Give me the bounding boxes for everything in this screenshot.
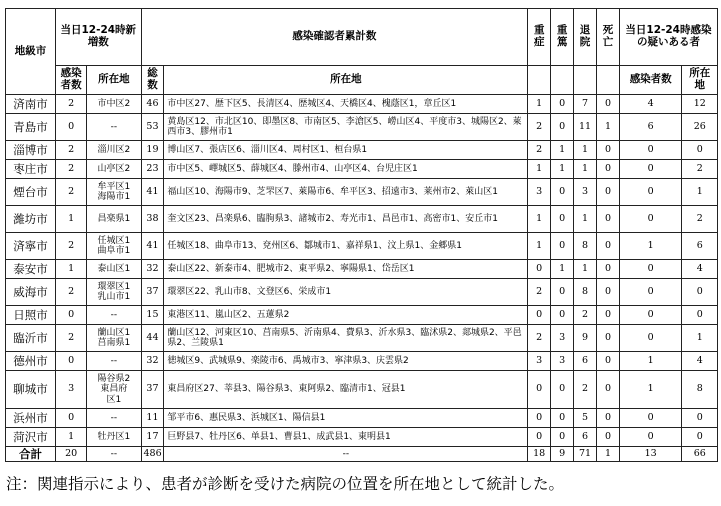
critical-cell: 3 xyxy=(551,352,574,371)
table-row xyxy=(6,306,718,325)
total-cell: 19 xyxy=(141,141,164,160)
districts-cell: 泰山区22、新泰市4、肥城市2、東平県2、寧陽県1、岱岳区1 xyxy=(164,260,528,279)
total-cell: 11 xyxy=(141,409,164,428)
table-row xyxy=(6,352,718,371)
totals-label: 合計 xyxy=(6,447,56,462)
total-cell: 53 xyxy=(141,114,164,141)
total-cell: 17 xyxy=(141,428,164,447)
discharged-cell: 2 xyxy=(574,306,597,325)
totals-new-count: 20 xyxy=(56,447,87,462)
discharged-cell: 7 xyxy=(574,95,597,114)
severe-cell: 3 xyxy=(528,352,551,371)
new-count-cell: 0 xyxy=(56,409,87,428)
districts-cell: 蘭山区12、河東区10、莒南県5、沂南県4、費県3、沂水県3、臨沭県2、郯城県2、平邑県2、兰陵県1 xyxy=(164,325,528,352)
table-row xyxy=(6,409,718,428)
new-loc-cell: -- xyxy=(87,409,141,428)
discharged-cell: 3 xyxy=(574,179,597,206)
total-cell: 32 xyxy=(141,260,164,279)
table-row xyxy=(6,428,718,447)
new-count-cell: 2 xyxy=(56,141,87,160)
new-loc-cell: 牟平区1 海陽市1 xyxy=(87,179,141,206)
subcol-severe-empty xyxy=(528,66,551,95)
new-count-cell: 1 xyxy=(56,206,87,233)
new-count-cell: 0 xyxy=(56,352,87,371)
critical-cell: 0 xyxy=(551,371,574,409)
totals-susp-count: 13 xyxy=(619,447,682,462)
severe-cell: 3 xyxy=(528,179,551,206)
deaths-cell: 0 xyxy=(597,352,620,371)
col-suspected-header: 当日12-24時感染の疑いある者 xyxy=(619,9,717,66)
critical-cell: 0 xyxy=(551,95,574,114)
susp-loc-cell: 2 xyxy=(682,206,718,233)
critical-cell: 0 xyxy=(551,233,574,260)
susp-count-cell: 0 xyxy=(619,179,682,206)
critical-cell: 0 xyxy=(551,114,574,141)
new-count-cell: 2 xyxy=(56,279,87,306)
new-loc-cell: 牡丹区1 xyxy=(87,428,141,447)
susp-loc-cell: 0 xyxy=(682,306,718,325)
subcol-cum-loc: 所在地 xyxy=(164,66,528,95)
severe-cell: 1 xyxy=(528,233,551,260)
susp-count-cell: 0 xyxy=(619,306,682,325)
city-cell: 煙台市 xyxy=(6,179,56,206)
critical-cell: 3 xyxy=(551,325,574,352)
total-cell: 46 xyxy=(141,95,164,114)
footnote: 注：関連指示により、患者が診断を受けた病院の位置を所在地として統計した。 xyxy=(6,475,565,493)
deaths-cell: 0 xyxy=(597,371,620,409)
discharged-cell: 1 xyxy=(574,160,597,179)
new-loc-cell: 山亭区2 xyxy=(87,160,141,179)
deaths-cell: 0 xyxy=(597,141,620,160)
severe-cell: 0 xyxy=(528,428,551,447)
districts-cell: 環翠区22、乳山市8、文登区6、栄成市1 xyxy=(164,279,528,306)
districts-cell: 任城区18、曲阜市13、兗州区6、鄒城市1、嘉祥県1、汶上県1、金郷県1 xyxy=(164,233,528,260)
critical-cell: 1 xyxy=(551,260,574,279)
severe-cell: 1 xyxy=(528,160,551,179)
total-cell: 32 xyxy=(141,352,164,371)
total-cell: 44 xyxy=(141,325,164,352)
severe-cell: 2 xyxy=(528,141,551,160)
susp-loc-cell: 2 xyxy=(682,160,718,179)
discharged-cell: 1 xyxy=(574,206,597,233)
new-loc-cell: -- xyxy=(87,352,141,371)
districts-cell: 徳城区9、武城県9、楽陵市6、禹城市3、寧津県3、庆雲県2 xyxy=(164,352,528,371)
susp-count-cell: 0 xyxy=(619,325,682,352)
new-loc-cell: -- xyxy=(87,306,141,325)
new-loc-cell: 市中区2 xyxy=(87,95,141,114)
table-row xyxy=(6,160,718,179)
districts-cell: 福山区10、海陽市9、芝罘区7、萊陽市6、牟平区3、招遠市3、莱州市2、萊山区1 xyxy=(164,179,528,206)
new-loc-cell: 泰山区1 xyxy=(87,260,141,279)
table-body xyxy=(6,95,718,462)
table-row xyxy=(6,371,718,409)
discharged-cell: 1 xyxy=(574,260,597,279)
subcol-discharged-empty xyxy=(574,66,597,95)
districts-cell: 奎文区23、昌楽県6、臨朐県3、諸城市2、寿光市1、昌邑市1、高密市1、安丘市1 xyxy=(164,206,528,233)
city-cell: 聊城市 xyxy=(6,371,56,409)
new-count-cell: 1 xyxy=(56,428,87,447)
subcol-new-loc: 所在地 xyxy=(87,66,141,95)
totals-severe: 18 xyxy=(528,447,551,462)
new-count-cell: 0 xyxy=(56,114,87,141)
city-cell: 濰坊市 xyxy=(6,206,56,233)
new-count-cell: 2 xyxy=(56,160,87,179)
total-cell: 15 xyxy=(141,306,164,325)
districts-cell: 博山区7、張店区6、淄川区4、周村区1、桓台県1 xyxy=(164,141,528,160)
city-cell: 威海市 xyxy=(6,279,56,306)
discharged-cell: 8 xyxy=(574,233,597,260)
susp-loc-cell: 0 xyxy=(682,428,718,447)
susp-loc-cell: 1 xyxy=(682,325,718,352)
susp-loc-cell: 0 xyxy=(682,279,718,306)
totals-susp-loc: 66 xyxy=(682,447,718,462)
infection-table xyxy=(5,8,718,462)
severe-cell: 0 xyxy=(528,306,551,325)
susp-loc-cell: 4 xyxy=(682,260,718,279)
subcol-deaths-empty xyxy=(597,66,620,95)
header-row-1 xyxy=(6,9,718,66)
new-count-cell: 2 xyxy=(56,95,87,114)
table-row xyxy=(6,114,718,141)
total-cell: 37 xyxy=(141,279,164,306)
city-cell: 済寧市 xyxy=(6,233,56,260)
susp-count-cell: 1 xyxy=(619,352,682,371)
totals-row xyxy=(6,447,718,462)
new-count-cell: 1 xyxy=(56,260,87,279)
discharged-cell: 9 xyxy=(574,325,597,352)
totals-total: 486 xyxy=(141,447,164,462)
city-cell: 泰安市 xyxy=(6,260,56,279)
discharged-cell: 2 xyxy=(574,371,597,409)
city-cell: 日照市 xyxy=(6,306,56,325)
deaths-cell: 1 xyxy=(597,114,620,141)
new-loc-cell: 淄川区2 xyxy=(87,141,141,160)
deaths-cell: 0 xyxy=(597,179,620,206)
col-new-cases-header: 当日12-24時新増数 xyxy=(56,9,141,66)
critical-cell: 0 xyxy=(551,206,574,233)
new-count-cell: 0 xyxy=(56,306,87,325)
districts-cell: 市中区27、歴下区5、長清区4、歴城区4、天橋区4、槐蔭区1，章丘区1 xyxy=(164,95,528,114)
districts-cell: 東港区11、嵐山区2、五蓮県2 xyxy=(164,306,528,325)
deaths-cell: 0 xyxy=(597,206,620,233)
susp-count-cell: 0 xyxy=(619,409,682,428)
deaths-cell: 0 xyxy=(597,306,620,325)
discharged-cell: 11 xyxy=(574,114,597,141)
susp-count-cell: 0 xyxy=(619,160,682,179)
table-row xyxy=(6,233,718,260)
subcol-susp-loc: 所在地 xyxy=(682,66,718,95)
table-row xyxy=(6,141,718,160)
severe-cell: 0 xyxy=(528,260,551,279)
severe-cell: 0 xyxy=(528,409,551,428)
city-cell: 枣庄市 xyxy=(6,160,56,179)
total-cell: 38 xyxy=(141,206,164,233)
deaths-cell: 0 xyxy=(597,325,620,352)
subcol-new-count: 感染者数 xyxy=(56,66,87,95)
discharged-cell: 1 xyxy=(574,141,597,160)
totals-deaths: 1 xyxy=(597,447,620,462)
severe-cell: 2 xyxy=(528,325,551,352)
subcol-susp-count: 感染者数 xyxy=(619,66,682,95)
city-cell: 德州市 xyxy=(6,352,56,371)
totals-new-loc: -- xyxy=(87,447,141,462)
severe-cell: 0 xyxy=(528,371,551,409)
critical-cell: 0 xyxy=(551,428,574,447)
susp-count-cell: 0 xyxy=(619,141,682,160)
col-cumulative-header: 感染確認者累計数 xyxy=(141,9,528,66)
col-severe-header: 重症 xyxy=(528,9,551,66)
critical-cell: 1 xyxy=(551,160,574,179)
city-cell: 菏沢市 xyxy=(6,428,56,447)
new-count-cell: 2 xyxy=(56,179,87,206)
susp-count-cell: 0 xyxy=(619,428,682,447)
susp-count-cell: 0 xyxy=(619,260,682,279)
severe-cell: 1 xyxy=(528,95,551,114)
districts-cell: 東昌府区27、莘县3、陽谷県3、東阿県2、臨清市1、冠县1 xyxy=(164,371,528,409)
totals-discharged: 71 xyxy=(574,447,597,462)
susp-loc-cell: 6 xyxy=(682,233,718,260)
severe-cell: 2 xyxy=(528,114,551,141)
new-count-cell: 2 xyxy=(56,325,87,352)
cropped-top-strip xyxy=(0,0,721,8)
districts-cell: 市中区5、嶧城区5、薛城区4、滕州市4、山亭区4、台児庄区1 xyxy=(164,160,528,179)
subcol-total: 総数 xyxy=(141,66,164,95)
city-cell: 青島市 xyxy=(6,114,56,141)
table-row xyxy=(6,95,718,114)
city-cell: 済南市 xyxy=(6,95,56,114)
city-cell: 臨沂市 xyxy=(6,325,56,352)
subcol-critical-empty xyxy=(551,66,574,95)
total-cell: 41 xyxy=(141,233,164,260)
susp-loc-cell: 0 xyxy=(682,141,718,160)
susp-loc-cell: 1 xyxy=(682,179,718,206)
total-cell: 41 xyxy=(141,179,164,206)
critical-cell: 0 xyxy=(551,409,574,428)
deaths-cell: 0 xyxy=(597,260,620,279)
col-discharged-header: 退院 xyxy=(574,9,597,66)
susp-loc-cell: 4 xyxy=(682,352,718,371)
deaths-cell: 0 xyxy=(597,279,620,306)
table-row xyxy=(6,279,718,306)
new-loc-cell: -- xyxy=(87,114,141,141)
table-row xyxy=(6,206,718,233)
severe-cell: 2 xyxy=(528,279,551,306)
discharged-cell: 6 xyxy=(574,428,597,447)
new-count-cell: 3 xyxy=(56,371,87,409)
deaths-cell: 0 xyxy=(597,409,620,428)
totals-critical: 9 xyxy=(551,447,574,462)
deaths-cell: 0 xyxy=(597,95,620,114)
susp-loc-cell: 26 xyxy=(682,114,718,141)
totals-districts: -- xyxy=(164,447,528,462)
total-cell: 23 xyxy=(141,160,164,179)
susp-loc-cell: 8 xyxy=(682,371,718,409)
new-loc-cell: 任城区1 曲阜市1 xyxy=(87,233,141,260)
deaths-cell: 0 xyxy=(597,428,620,447)
susp-count-cell: 1 xyxy=(619,371,682,409)
new-count-cell: 2 xyxy=(56,233,87,260)
susp-count-cell: 1 xyxy=(619,233,682,260)
new-loc-cell: 昌楽県1 xyxy=(87,206,141,233)
header-row-2 xyxy=(6,66,718,95)
new-loc-cell: 蘭山区1 莒南県1 xyxy=(87,325,141,352)
susp-count-cell: 0 xyxy=(619,206,682,233)
table-row xyxy=(6,179,718,206)
deaths-cell: 0 xyxy=(597,233,620,260)
city-cell: 淄博市 xyxy=(6,141,56,160)
susp-count-cell: 6 xyxy=(619,114,682,141)
col-critical-header: 重篤 xyxy=(551,9,574,66)
col-deaths-header: 死亡 xyxy=(597,9,620,66)
severe-cell: 1 xyxy=(528,206,551,233)
critical-cell: 0 xyxy=(551,279,574,306)
city-cell: 浜州市 xyxy=(6,409,56,428)
table-row xyxy=(6,260,718,279)
discharged-cell: 5 xyxy=(574,409,597,428)
discharged-cell: 8 xyxy=(574,279,597,306)
critical-cell: 0 xyxy=(551,306,574,325)
critical-cell: 1 xyxy=(551,141,574,160)
col-city-header: 地級市 xyxy=(6,9,56,95)
susp-count-cell: 4 xyxy=(619,95,682,114)
new-loc-cell: 陽谷県2 東昌府 区1 xyxy=(87,371,141,409)
new-loc-cell: 環翠区1 乳山市1 xyxy=(87,279,141,306)
districts-cell: 黄島区12、市北区10、即墨区8、市南区5、李滄区5、嶗山区4、平度市3、城陽区2、萊西市3、膠州市1 xyxy=(164,114,528,141)
total-cell: 37 xyxy=(141,371,164,409)
districts-cell: 巨野县7、牡丹区6、单县1、曹县1、成武县1、東明县1 xyxy=(164,428,528,447)
deaths-cell: 0 xyxy=(597,160,620,179)
districts-cell: 邹平市6、惠民県3、浜城区1、陽信县1 xyxy=(164,409,528,428)
discharged-cell: 6 xyxy=(574,352,597,371)
susp-loc-cell: 0 xyxy=(682,409,718,428)
susp-loc-cell: 12 xyxy=(682,95,718,114)
table-row xyxy=(6,325,718,352)
susp-count-cell: 0 xyxy=(619,279,682,306)
critical-cell: 0 xyxy=(551,179,574,206)
